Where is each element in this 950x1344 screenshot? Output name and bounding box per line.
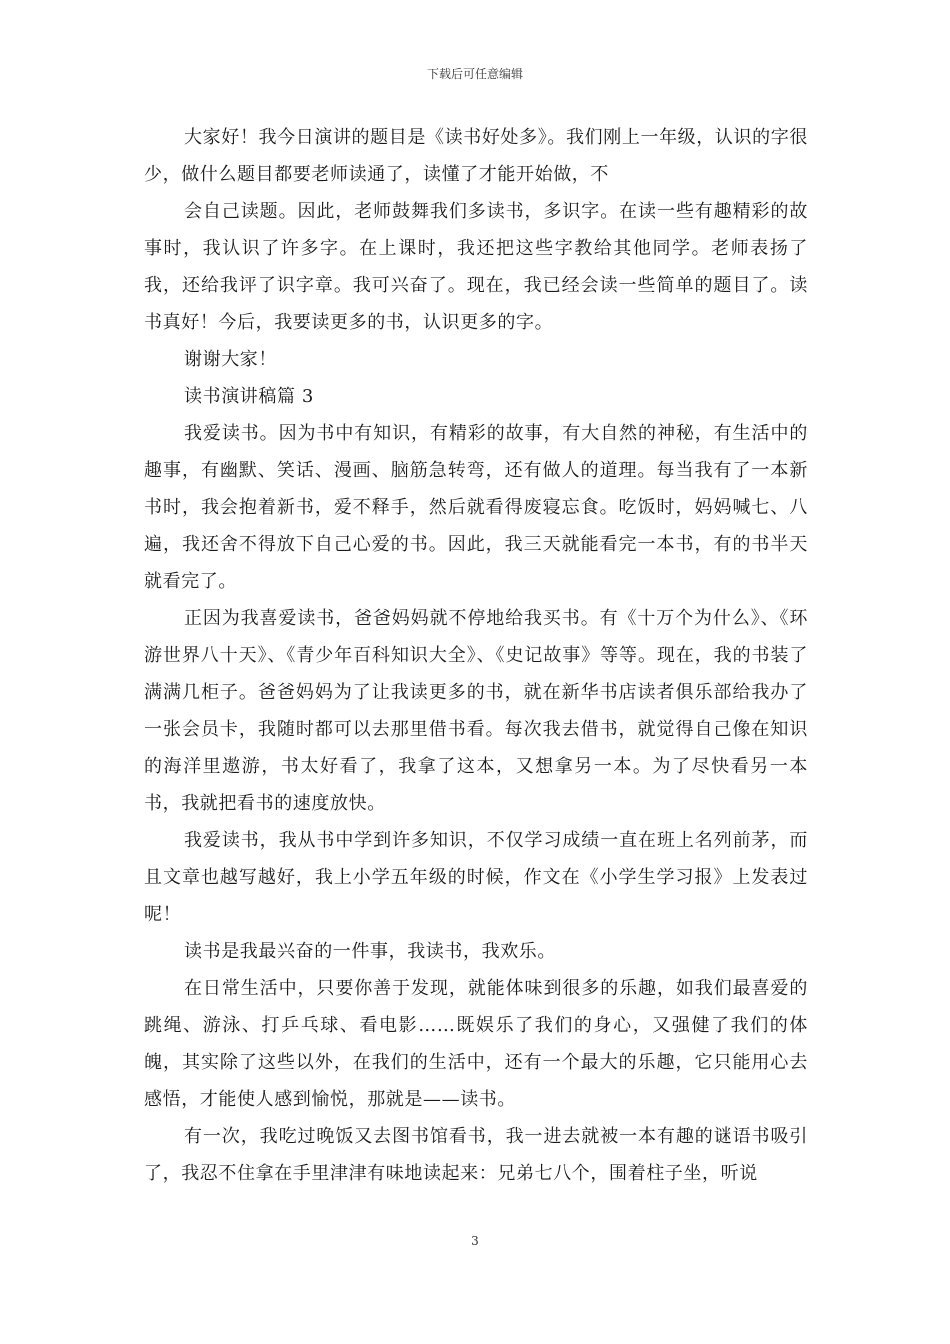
section-title: 读书演讲稿篇 3 <box>184 386 314 407</box>
paragraph: 谢谢大家！ <box>184 349 277 370</box>
header-note: 下载后可任意编辑 <box>426 67 523 81</box>
page-number: 3 <box>471 1234 479 1248</box>
paragraph: 读书是我最兴奋的一件事，我读书，我欢乐。 <box>184 941 556 962</box>
paragraph: 我爱读书，我从书中学到许多知识，不仅学习成绩一直在班上名列前茅，而且文章也越写越好，我上小学五年级的时候，作文在《小学生学习报》上发表过呢！ <box>144 830 808 925</box>
paragraph: 有一次，我吃过晚饭又去图书馆看书，我一进去就被一本有趣的谜语书吸引了，我忍不住拿在手里津津有味地读起来：兄弟七八个，围着柱子坐，听说 <box>144 1126 808 1184</box>
paragraph: 我爱读书。因为书中有知识，有精彩的故事，有大自然的神秘，有生活中的趣事，有幽默、笑话、漫画、脑筋急转弯，还有做人的道理。每当我有了一本新书时，我会抱着新书，爱不释手，然后就看得废寝忘食。吃饭时，妈妈喊七、八遍，我还舍不得放下自己心爱的书。因此，我三天就能看完一本书，有的书半天就看完了。 <box>144 423 808 592</box>
paragraph: 会自己读题。因此，老师鼓舞我们多读书，多识字。在读一些有趣精彩的故事时，我认识了许多字。在上课时，我还把这些字教给其他同学。老师表扬了我，还给我评了识字章。我可兴奋了。现在，我已经会读一些简单的题目了。读书真好！今后，我要读更多的书，认识更多的字。 <box>144 201 808 333</box>
paragraph: 正因为我喜爱读书，爸爸妈妈就不停地给我买书。有《十万个为什么》、《环游世界八十天》、《青少年百科知识大全》、《史记故事》等等。现在，我的书装了满满几柜子。爸爸妈妈为了让我读更多的书，就在新华书店读者俱乐部给我办了一张会员卡，我随时都可以去那里借书看。每次我去借书，就觉得自己像在知识的海洋里遨游，书太好看了，我拿了这本，又想拿另一本。为了尽快看另一本书，我就把看书的速度放快。 <box>144 608 808 814</box>
paragraph: 在日常生活中，只要你善于发现，就能体味到很多的乐趣，如我们最喜爱的跳绳、游泳、打乒乓球、看电影……既娱乐了我们的身心，又强健了我们的体魄，其实除了这些以外，在我们的生活中，还有一个最大的乐趣，它只能用心去感悟，才能使人感到愉悦，那就是——读书。 <box>144 978 808 1110</box>
document-body <box>144 119 808 1192</box>
paragraph: 大家好！我今日演讲的题目是《读书好处多》。我们刚上一年级，认识的字很少，做什么题目都要老师读通了，读懂了才能开始做，不 <box>144 127 808 185</box>
